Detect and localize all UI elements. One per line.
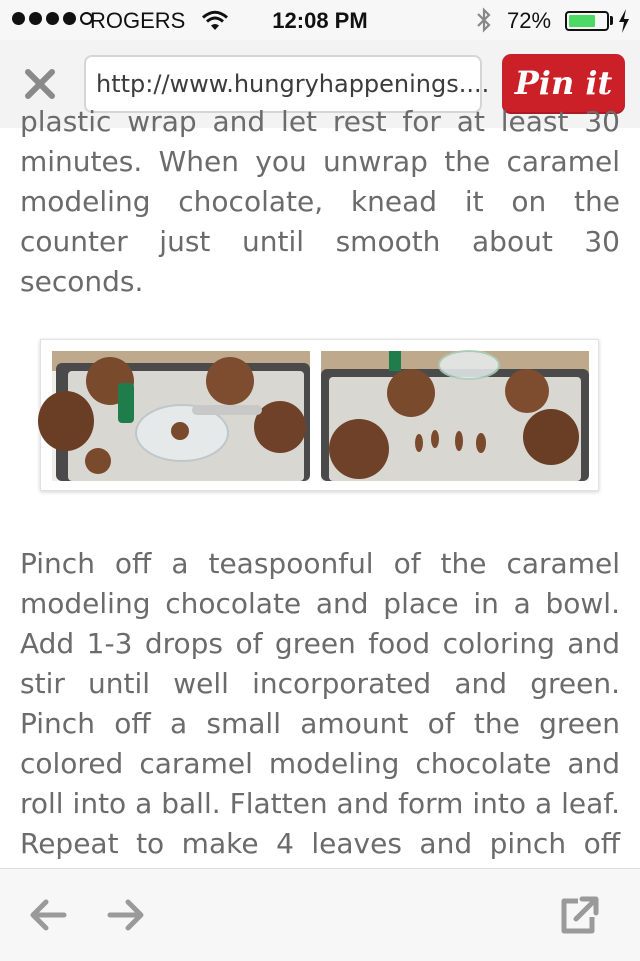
- back-arrow-icon[interactable]: [26, 893, 70, 937]
- battery-terminal: [610, 16, 613, 25]
- bluetooth-icon: [474, 6, 494, 34]
- recipe-photo-shaped-pieces[interactable]: [321, 351, 589, 481]
- url-field[interactable]: http://www.hungryhappenings....: [84, 55, 482, 113]
- forward-arrow-icon[interactable]: [104, 893, 148, 937]
- charging-bolt-icon: [617, 8, 631, 34]
- battery-icon: [565, 11, 609, 31]
- close-icon[interactable]: [20, 64, 60, 104]
- status-time: 12:08 PM: [272, 8, 368, 33]
- open-external-icon[interactable]: [556, 893, 600, 937]
- photo-frame[interactable]: [40, 339, 599, 491]
- article-paragraph: plastic wrap and let rest for at least 30 minutes. When you unwrap the caramel modeling chocolate, knead it on the counter just until smooth about 30 seconds.: [20, 105, 620, 298]
- battery-percent: 72%: [507, 8, 552, 33]
- browser-bottom-bar: [0, 868, 640, 961]
- battery-level-fill: [569, 15, 595, 27]
- article-paragraph: Pinch off a teaspoonful of the caramel modeling chocolate and place in a bowl. Add 1-3 drops of green food coloring and stir until well incorporated and green. Pinch off a small amount of the green colored caramel modeling chocolate and roll into a ball. Flatten and form into a leaf. Repeat to make 4 leaves and pinch off: [20, 547, 620, 860]
- status-bar: [0, 0, 640, 40]
- page-content: [0, 105, 640, 868]
- recipe-photo-chocolate-dough[interactable]: [52, 351, 310, 481]
- pin-it-button[interactable]: Pin it: [502, 54, 625, 114]
- carrier-name: ROGERS: [90, 8, 186, 33]
